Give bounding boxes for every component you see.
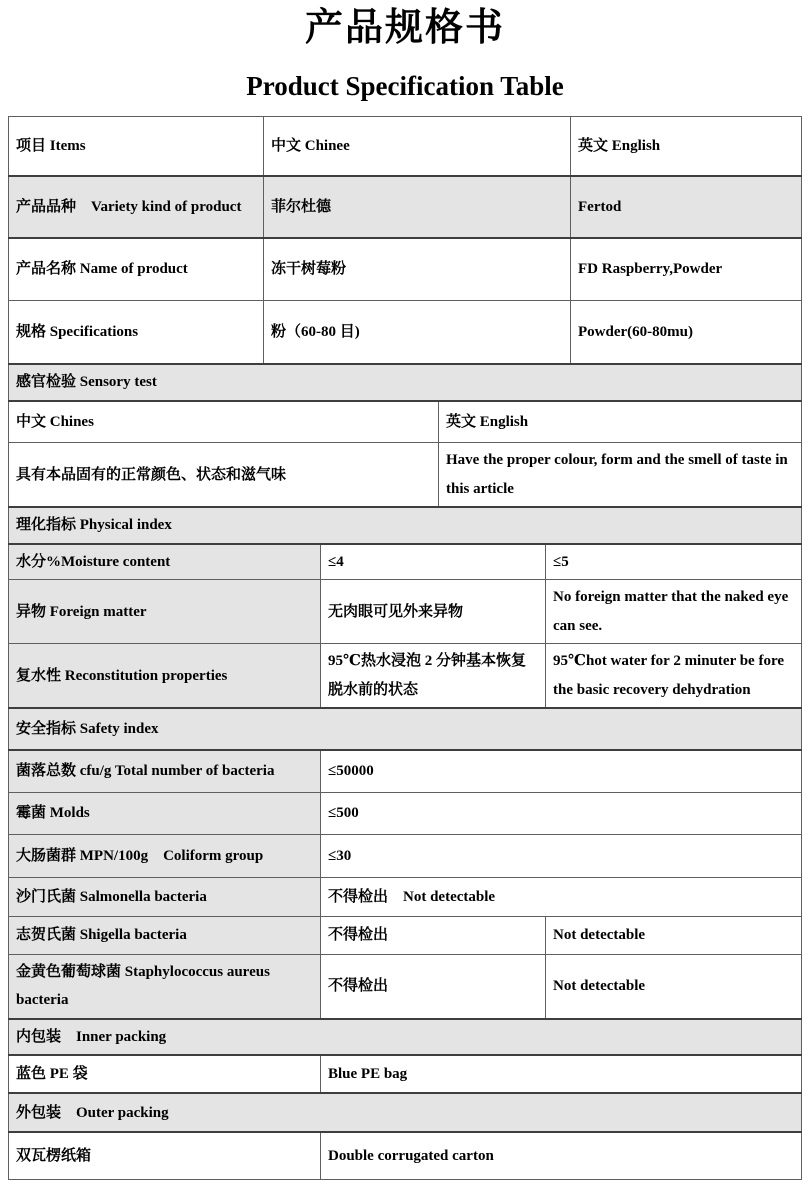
cell-reconstitution-label: 复水性 Reconstitution properties	[9, 644, 321, 709]
table-row-staphylococcus	[9, 954, 802, 1019]
cell-shigella-label: 志贺氏菌 Shigella bacteria	[9, 916, 321, 954]
page-title-chinese: 产品规格书	[304, 7, 505, 49]
cell-staphylococcus-chinese: 不得检出	[321, 954, 546, 1019]
cell-header-chinese: 中文 Chinee	[264, 116, 571, 176]
section-row-safety	[9, 708, 802, 750]
cell-spec-label: 规格 Specifications	[9, 300, 264, 364]
table-row-coliform	[9, 834, 802, 877]
cell-salmonella-label: 沙门氏菌 Salmonella bacteria	[9, 877, 321, 916]
cell-outer-packing-chinese: 双瓦楞纸箱	[9, 1132, 321, 1179]
table-row-foreign-matter	[9, 580, 802, 644]
section-row-physical	[9, 507, 802, 544]
cell-molds-value: ≤500	[321, 792, 802, 834]
cell-spec-chinese: 粉（60-80 目)	[264, 300, 571, 364]
table-row-shigella	[9, 916, 802, 954]
table-row-total-bacteria	[9, 750, 802, 792]
page-title-english: Product Specification Table	[246, 70, 564, 101]
table-row-sensory-header	[9, 401, 802, 443]
cell-safety-title: 安全指标 Safety index	[9, 708, 802, 750]
cell-shigella-chinese: 不得检出	[321, 916, 546, 954]
table-row-moisture	[9, 544, 802, 580]
table-row-inner-packing	[9, 1055, 802, 1093]
cell-coliform-value: ≤30	[321, 834, 802, 877]
cell-variety-chinese: 菲尔杜德	[264, 176, 571, 238]
table-row-variety	[9, 176, 802, 238]
cell-sensory-title: 感官检验 Sensory test	[9, 364, 802, 401]
cell-inner-packing-title: 内包装 Inner packing	[9, 1019, 802, 1056]
cell-coliform-label: 大肠菌群 MPN/100g Coliform group	[9, 834, 321, 877]
cell-foreign-english: No foreign matter that the naked eye can see.	[546, 580, 802, 644]
cell-staphylococcus-english: Not detectable	[546, 954, 802, 1019]
cell-header-items: 项目 Items	[9, 116, 264, 176]
cell-moisture-english: ≤5	[546, 544, 802, 580]
cell-foreign-chinese: 无肉眼可见外来异物	[321, 580, 546, 644]
table-row-header	[9, 116, 802, 176]
cell-sensory-en-value: Have the proper colour, form and the smell of taste in this article	[439, 443, 802, 508]
table-row-molds	[9, 792, 802, 834]
cell-total-bacteria-value: ≤50000	[321, 750, 802, 792]
cell-sensory-en-header: 英文 English	[439, 401, 802, 443]
cell-molds-label: 霉菌 Molds	[9, 792, 321, 834]
cell-reconstitution-chinese: 95℃热水浸泡 2 分钟基本恢复脱水前的状态	[321, 644, 546, 709]
cell-spec-english: Powder(60-80mu)	[571, 300, 802, 364]
cell-outer-packing-english: Double corrugated carton	[321, 1132, 802, 1179]
cell-name-label: 产品名称 Name of product	[9, 238, 264, 300]
table-row-reconstitution	[9, 644, 802, 709]
cell-sensory-zh-value: 具有本品固有的正常颜色、状态和滋气味	[9, 443, 439, 508]
cell-header-english: 英文 English	[571, 116, 802, 176]
cell-reconstitution-english: 95℃hot water for 2 minuter be fore the basic recovery dehydration	[546, 644, 802, 709]
section-row-sensory	[9, 364, 802, 401]
cell-staphylococcus-label: 金黄色葡萄球菌 Staphylococcus aureus bacteria	[9, 954, 321, 1019]
section-row-inner-packing	[9, 1019, 802, 1056]
cell-salmonella-value: 不得检出 Not detectable	[321, 877, 802, 916]
cell-physical-title: 理化指标 Physical index	[9, 507, 802, 544]
cell-inner-packing-english: Blue PE bag	[321, 1055, 802, 1093]
cell-name-chinese: 冻干树莓粉	[264, 238, 571, 300]
cell-outer-packing-title: 外包装 Outer packing	[9, 1093, 802, 1132]
cell-variety-english: Fertod	[571, 176, 802, 238]
cell-foreign-label: 异物 Foreign matter	[9, 580, 321, 644]
table-row-outer-packing	[9, 1132, 802, 1179]
table-row-specifications	[9, 300, 802, 364]
spec-table	[8, 116, 802, 1180]
section-row-outer-packing	[9, 1093, 802, 1132]
cell-sensory-zh-header: 中文 Chines	[9, 401, 439, 443]
cell-total-bacteria-label: 菌落总数 cfu/g Total number of bacteria	[9, 750, 321, 792]
cell-variety-label: 产品品种 Variety kind of product	[9, 176, 264, 238]
cell-inner-packing-chinese: 蓝色 PE 袋	[9, 1055, 321, 1093]
table-row-salmonella	[9, 877, 802, 916]
table-row-product-name	[9, 238, 802, 300]
cell-moisture-chinese: ≤4	[321, 544, 546, 580]
cell-moisture-label: 水分%Moisture content	[9, 544, 321, 580]
cell-shigella-english: Not detectable	[546, 916, 802, 954]
table-row-sensory-value	[9, 443, 802, 508]
cell-name-english: FD Raspberry,Powder	[571, 238, 802, 300]
